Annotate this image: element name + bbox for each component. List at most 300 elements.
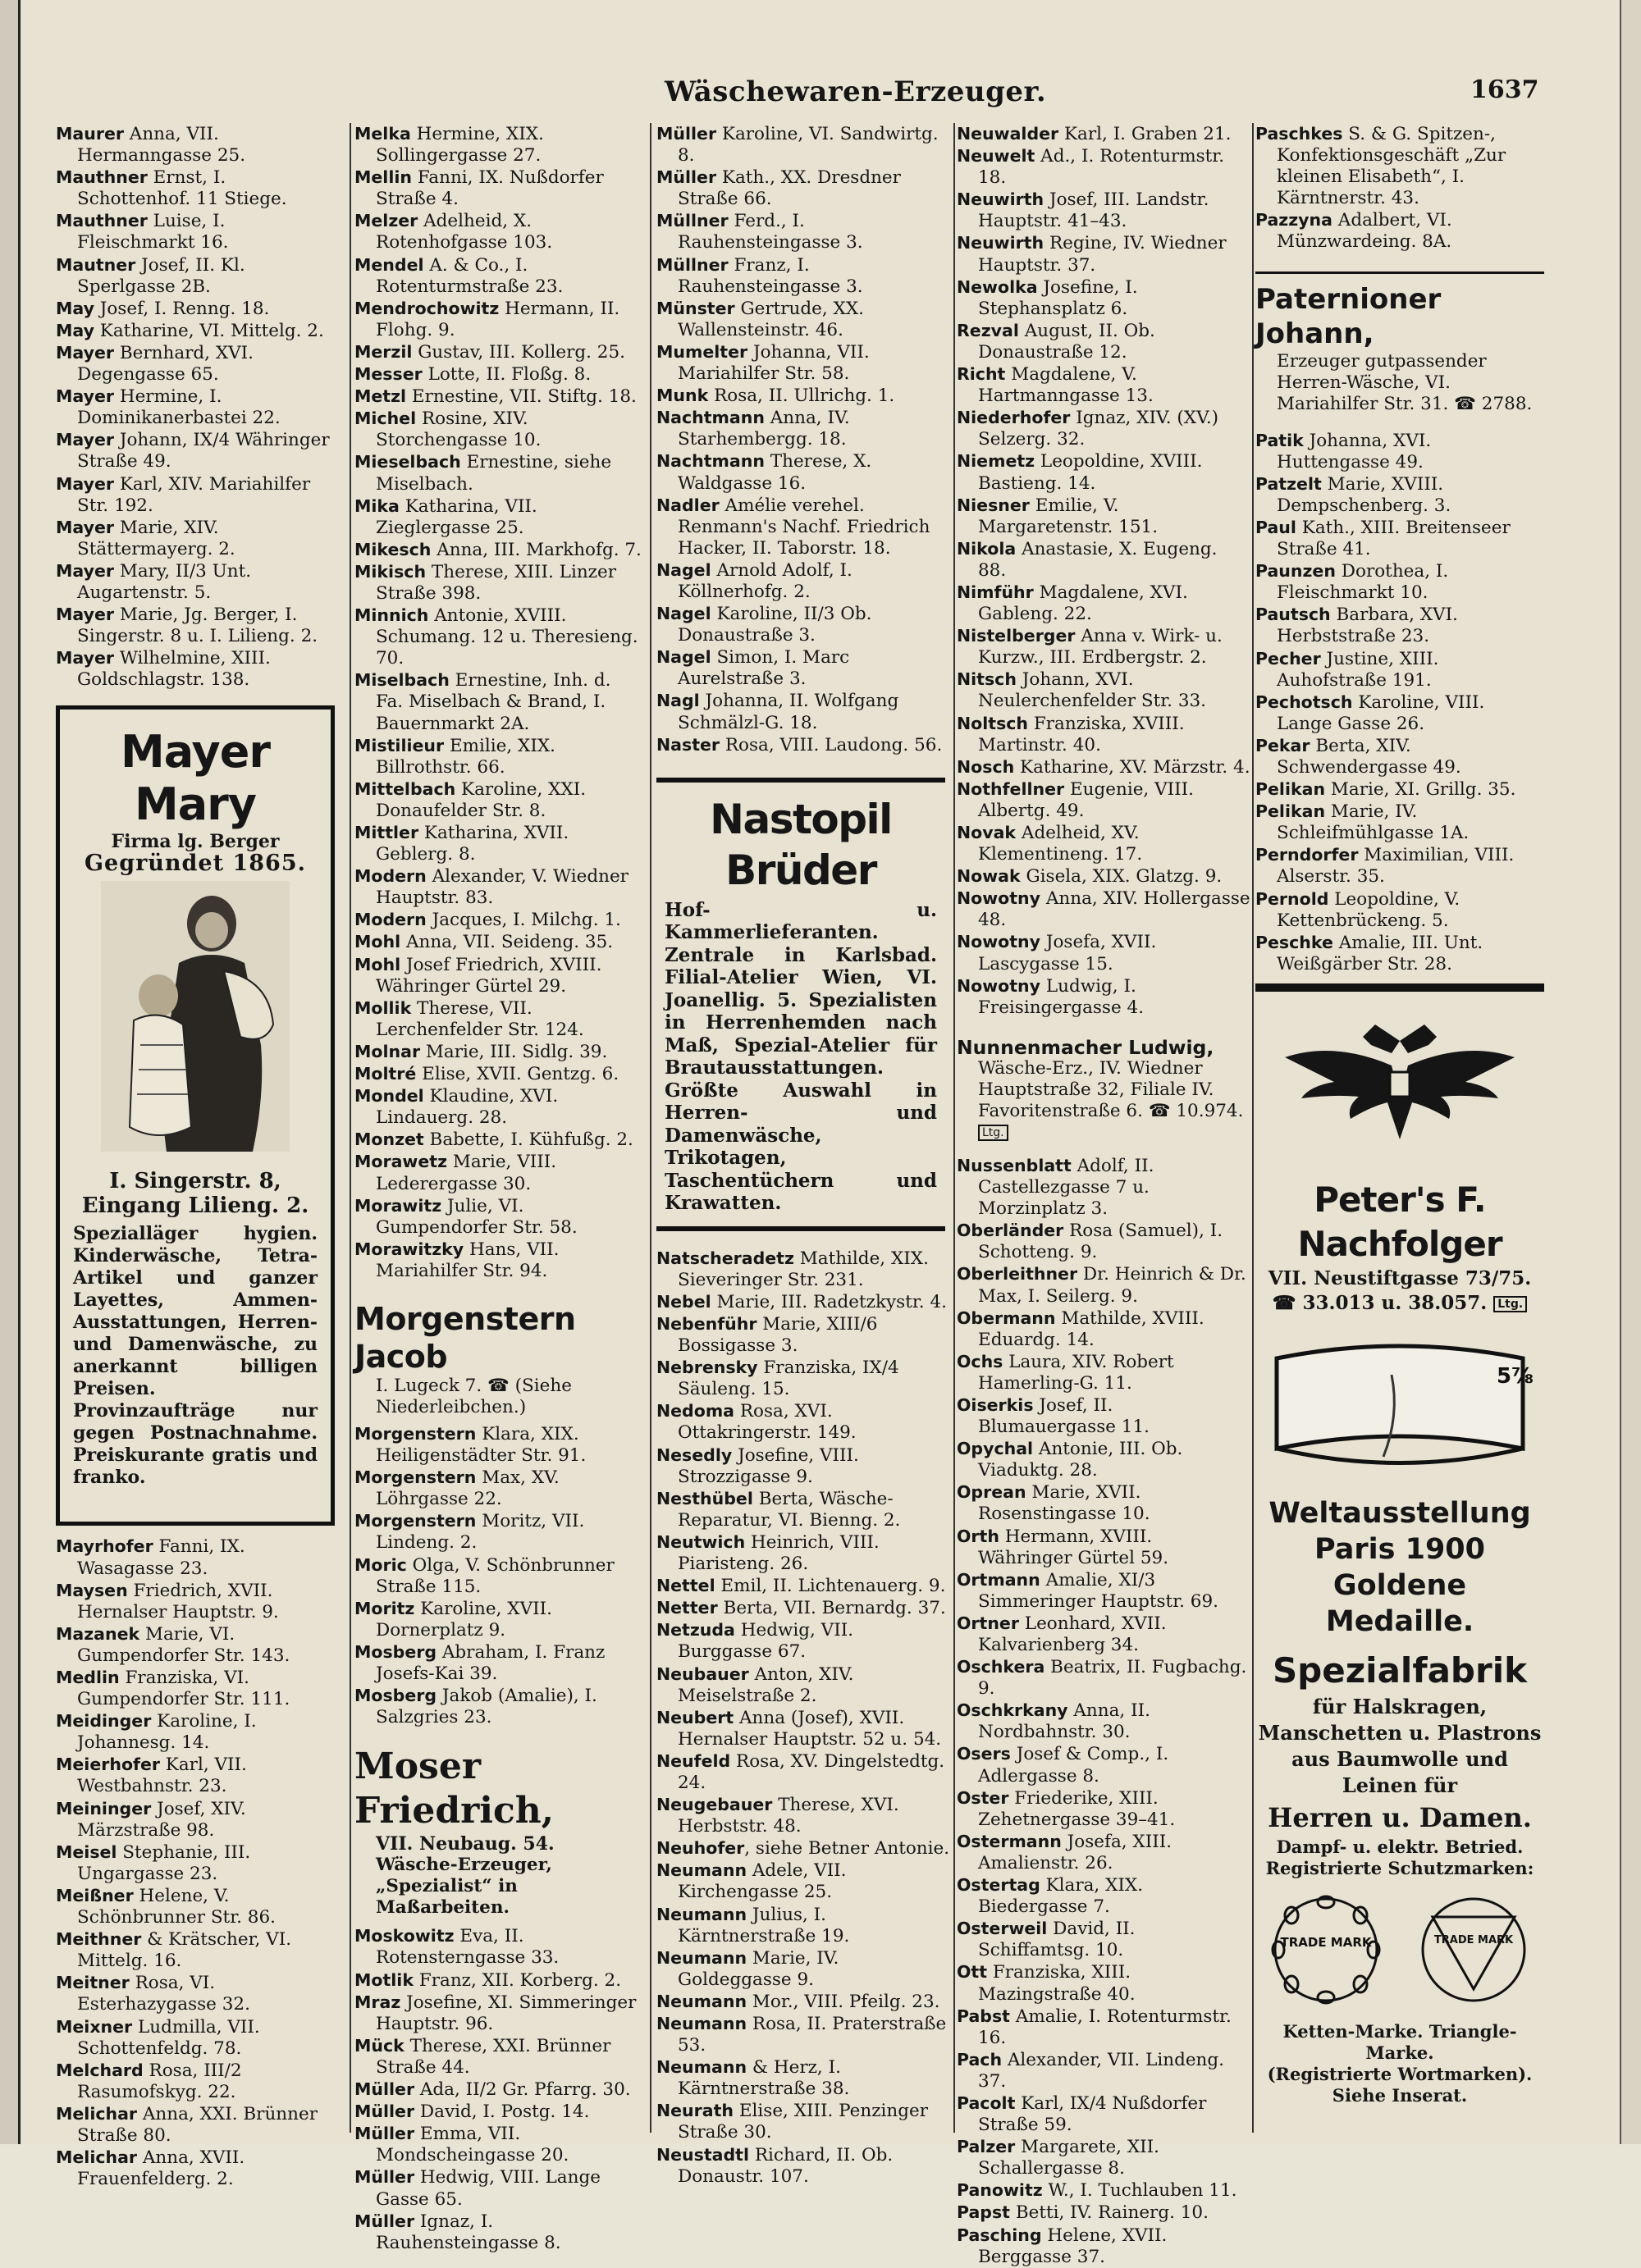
advert-text: I. Lugeck 7. ☎ (Siehe Niederleibchen.) xyxy=(376,1375,572,1417)
entry-details: Luise, I. Fleischmarkt 16. xyxy=(77,211,229,253)
directory-entry xyxy=(354,1129,643,1151)
directory-entry xyxy=(56,473,345,517)
entry-details: Karl, XIV. Mariahilfer Str. 192. xyxy=(77,473,311,516)
entry-details: Mary, II/3 Unt. Augartenstr. 5. xyxy=(77,560,252,603)
entry-details: Hans, VII. Mariahilfer Str. 94. xyxy=(376,1239,560,1281)
column-rule xyxy=(650,123,651,2133)
column-rule xyxy=(350,123,351,2133)
directory-entry xyxy=(354,1423,643,1467)
entry-surname: Neumann xyxy=(656,1860,747,1881)
advert-text: Hof- u. Kammerlieferanten. Zentrale in Karlsbad. Filial-Atelier Wien, VI. Joanellig. 5. Spezialisten in Herrenhemden nach Maß, Spezial-Atelier für Brautausstattungen. Größte Auswahl in Herren- und Damenwäsche, Trikotagen, Taschentüchern und Krawatten. xyxy=(665,898,937,1215)
entry-surname: Mayer xyxy=(56,517,114,537)
entry-surname: Melzer xyxy=(354,211,418,231)
entry-surname: Pekar xyxy=(1255,735,1310,755)
entry-surname: Neugebauer xyxy=(656,1795,773,1815)
entry-surname: Müller xyxy=(354,2124,415,2144)
directory-entry xyxy=(56,1972,345,2015)
entry-surname: Pechotsch xyxy=(1255,691,1353,712)
directory-entry xyxy=(656,2100,952,2143)
entry-surname: Oschkera xyxy=(957,1657,1045,1677)
entry-details: Franziska, IX/4 Säuleng. 15. xyxy=(678,1358,899,1400)
entry-details: Franziska, VI. Gumpendorfer Str. 111. xyxy=(77,1668,290,1710)
entry-details: Franz, I. Rauhensteingasse 3. xyxy=(678,254,863,297)
entry-surname: Neustadtl xyxy=(656,2144,749,2165)
entry-details: Josefine, I. Stephansplatz 6. xyxy=(978,276,1138,319)
double-eagle-icon xyxy=(1277,1008,1523,1139)
entry-surname: Obermann xyxy=(957,1307,1056,1328)
entry-details: Adalbert, VI. Münzwardeing. 8A. xyxy=(1277,210,1452,253)
directory-entry xyxy=(957,1394,1250,1438)
directory-entry xyxy=(56,320,345,342)
directory-entry xyxy=(957,1526,1250,1569)
entry-surname: Morawetz xyxy=(354,1152,448,1172)
entry-surname: Nowotny xyxy=(957,888,1041,909)
entry-details: Leonhard, XVII. Kalvarienberg 34. xyxy=(978,1613,1167,1655)
entry-surname: Neuwirth xyxy=(957,233,1044,253)
entry-surname: Melichar xyxy=(56,2103,138,2124)
directory-entry xyxy=(957,975,1250,1019)
directory-entry xyxy=(56,604,345,647)
directory-entry xyxy=(957,1831,1250,1874)
directory-entry xyxy=(354,408,643,451)
entry-surname: Osterweil xyxy=(957,1919,1048,1939)
entry-surname: Neufeld xyxy=(656,1750,731,1771)
directory-entry xyxy=(957,778,1250,822)
entry-details: Karl, IX/4 Nußdorfer Straße 59. xyxy=(978,2092,1207,2136)
directory-entry xyxy=(56,254,345,298)
directory-entry xyxy=(56,1754,345,1797)
entry-surname: Neuwelt xyxy=(957,146,1035,167)
entry-details: Rosa, VIII. Laudong. 56. xyxy=(720,734,943,755)
directory-entry xyxy=(1255,648,1544,691)
entry-details: Marie, XVII. Rosenstingasse 10. xyxy=(978,1482,1150,1525)
advert-name: Paternioner Johann, xyxy=(1255,282,1442,350)
entry-details: Marie, VIII. Lederergasse 30. xyxy=(376,1152,557,1194)
directory-entry xyxy=(656,2056,952,2100)
directory-entry xyxy=(656,1313,952,1357)
entry-surname: Mauthner xyxy=(56,211,148,231)
advert-expo-3: Goldene Medaille. xyxy=(1325,1569,1474,1639)
entry-surname: Patik xyxy=(1255,430,1304,450)
entry-details: Moritz, VII. Lindeng. 2. xyxy=(376,1511,585,1554)
entry-details: Berta, VII. Bernardg. 37. xyxy=(717,1598,946,1619)
directory-entry xyxy=(354,2079,643,2101)
advert-mayer-mary xyxy=(56,705,335,1526)
entry-surname: Mück xyxy=(354,2035,405,2056)
entry-surname: Nettel xyxy=(656,1576,715,1596)
entry-surname: Neumann xyxy=(656,2057,747,2078)
entry-surname: Messer xyxy=(354,364,423,385)
entry-details: Antonie, III. Ob. Viaduktg. 28. xyxy=(978,1439,1183,1481)
entry-surname: Meißner xyxy=(56,1885,134,1905)
entry-list xyxy=(354,123,643,1282)
directory-entry xyxy=(656,1991,952,2013)
entry-surname: Moric xyxy=(354,1554,407,1575)
entry-surname: Pautsch xyxy=(1255,605,1331,625)
entry-surname: Nagl xyxy=(656,691,700,711)
entry-surname: Nimführ xyxy=(957,582,1034,602)
entry-surname: Noltsch xyxy=(957,713,1029,733)
entry-list xyxy=(56,1536,345,2190)
directory-entry xyxy=(656,450,952,494)
entry-details: Johann, XVI. Neulerchenfelder Str. 33. xyxy=(978,669,1207,712)
entry-details: Anna, VII. Hermanngasse 25. xyxy=(77,124,246,167)
entry-surname: Niemetz xyxy=(957,451,1035,472)
directory-entry xyxy=(957,1700,1250,1743)
directory-entry xyxy=(656,1531,952,1575)
scan-edge-left xyxy=(0,0,21,2144)
directory-entry xyxy=(354,997,643,1041)
entry-surname: Paschkes xyxy=(1255,124,1343,144)
directory-entry xyxy=(957,1787,1250,1831)
entry-surname: Neuwirth xyxy=(957,189,1044,210)
entry-details: Emilie, XIX. Billrothstr. 66. xyxy=(376,735,556,778)
entry-surname: Mistilieur xyxy=(354,735,445,755)
directory-entry xyxy=(56,1667,345,1710)
entry-surname: Niederhofer xyxy=(957,408,1071,428)
entry-surname: Mikisch xyxy=(354,561,427,582)
entry-surname: Maurer xyxy=(56,124,124,144)
directory-entry xyxy=(957,1481,1250,1525)
directory-entry xyxy=(656,1860,952,1903)
entry-surname: May xyxy=(56,320,94,340)
directory-entry xyxy=(656,1575,952,1597)
directory-entry xyxy=(1255,560,1544,604)
entry-details: Rosa, III/2 Rasumofskyg. 22. xyxy=(77,2060,242,2102)
directory-entry xyxy=(957,2092,1250,2136)
entry-surname: Nowak xyxy=(957,866,1021,887)
entry-details: Hermann, II. Flohg. 9. xyxy=(376,298,620,340)
directory-entry xyxy=(354,1510,643,1554)
entry-details: David, II. Schiffamtsg. 10. xyxy=(978,1919,1136,1961)
entry-details: Karl, I. Graben 21. xyxy=(1058,124,1232,144)
entry-details: S. & G. Spitzen-, Konfektionsgeschäft „Zur kleinen Elisabeth“, I. Kärntnerstr. 43. xyxy=(1277,124,1506,209)
directory-entry xyxy=(354,1085,643,1129)
entry-surname: Nosch xyxy=(957,756,1015,777)
directory-entry xyxy=(957,1918,1250,1961)
entry-surname: Münster xyxy=(656,298,735,318)
entry-details: Abraham, I. Franz Josefs-Kai 39. xyxy=(376,1641,606,1684)
entry-details: Rosine, XIV. Storchengasse 10. xyxy=(376,408,542,451)
directory-entry xyxy=(354,210,643,253)
directory-entry xyxy=(354,386,643,408)
entry-details: Kath., XX. Dresdner Straße 66. xyxy=(678,167,901,210)
entry-surname: Mendrochowitz xyxy=(354,298,500,318)
directory-entry xyxy=(656,1597,952,1619)
entry-details: , siehe Betner Antonie. xyxy=(744,1838,950,1860)
entry-surname: Mazanek xyxy=(56,1623,140,1644)
directory-entry xyxy=(56,386,345,429)
entry-surname: Oiserkis xyxy=(957,1394,1034,1415)
entry-details: Jakob (Amalie), I. Salzgries 23. xyxy=(376,1686,597,1728)
entry-details: Mathilde, XIX. Sieveringer Str. 231. xyxy=(678,1248,929,1290)
entry-details: Franz, XII. Korberg. 2. xyxy=(413,1969,622,1991)
directory-entry xyxy=(957,1656,1250,1700)
entry-list xyxy=(1255,430,1544,975)
directory-entry xyxy=(656,341,952,385)
entry-surname: Oberleithner xyxy=(957,1264,1078,1285)
entry-surname: Moltré xyxy=(354,1064,417,1084)
entry-details: Amalie, XI/3 Simmeringer Hauptstr. 69. xyxy=(978,1569,1218,1612)
entry-surname: Neurath xyxy=(656,2101,734,2121)
entry-surname: Neumann xyxy=(656,1904,747,1924)
entry-surname: Neumann xyxy=(656,2014,747,2033)
entry-surname: Mayer xyxy=(56,473,114,494)
entry-details: Therese, XIII. Linzer Straße 398. xyxy=(376,561,617,604)
column-1 xyxy=(56,123,345,2190)
entry-surname: Neubauer xyxy=(656,1663,749,1684)
advert-description: für Halskragen, Manschetten u. Plastrons aus Baumwolle und Leinen für xyxy=(1258,1695,1542,1798)
directory-entry xyxy=(1255,932,1544,975)
entry-surname: Pecher xyxy=(1255,648,1321,669)
directory-entry xyxy=(1255,888,1544,932)
entry-details: Klaudine, XVI. Lindauerg. 28. xyxy=(376,1086,559,1129)
directory-entry xyxy=(656,495,952,559)
entry-details: Rosa, II. Praterstraße 53. xyxy=(678,2014,947,2056)
directory-entry xyxy=(656,210,952,253)
entry-details: Alexander, V. Wiedner Hauptstr. 83. xyxy=(376,866,629,909)
advert-paternioner xyxy=(1255,272,1544,415)
directory-entry xyxy=(354,2101,643,2123)
directory-entry xyxy=(957,145,1250,189)
entry-details: Leopoldine, XVIII. Bastieng. 14. xyxy=(978,451,1203,494)
entry-surname: Nitsch xyxy=(957,669,1017,690)
entry-list xyxy=(656,1248,952,2188)
entry-surname: Ostertag xyxy=(957,1875,1040,1896)
entry-surname: Ortner xyxy=(957,1613,1019,1633)
entry-details: Therese, XVI. Herbststr. 48. xyxy=(678,1795,899,1837)
directory-entry xyxy=(656,167,952,210)
entry-details: Beatrix, II. Fugbachg. 9. xyxy=(978,1657,1247,1700)
entry-surname: Peschke xyxy=(1255,932,1333,952)
directory-entry xyxy=(56,1798,345,1841)
directory-entry xyxy=(957,1351,1250,1394)
entry-surname: Ostermann xyxy=(957,1831,1062,1851)
entry-surname: Pelikan xyxy=(1255,801,1326,822)
entry-surname: Nagel xyxy=(656,647,711,668)
entry-details: Josef, XIV. Märzstraße 98. xyxy=(77,1798,246,1841)
entry-details: Berta, Wäsche-Reparatur, VI. Bienng. 2. xyxy=(678,1488,901,1531)
entry-surname: Molnar xyxy=(354,1041,421,1061)
column-rule xyxy=(1252,123,1254,2133)
directory-entry xyxy=(354,735,643,778)
entry-details: Regine, IV. Wiedner Hauptstr. 37. xyxy=(978,233,1227,276)
entry-surname: Nowotny xyxy=(957,932,1041,952)
directory-entry xyxy=(354,1239,643,1282)
directory-entry xyxy=(1255,123,1544,209)
directory-entry xyxy=(957,1961,1250,2005)
entry-details: Arnold Adolf, I. Köllnerhofg. 2. xyxy=(678,559,852,602)
directory-entry xyxy=(656,559,952,603)
directory-entry xyxy=(656,690,952,733)
entry-details: Rosa, II. Ullrichg. 1. xyxy=(708,386,895,407)
entry-surname: Mittler xyxy=(354,823,419,842)
entry-surname: Mayer xyxy=(56,648,114,669)
entry-surname: Pazzyna xyxy=(1255,210,1332,230)
entry-details: Max, XV. Löhrgasse 22. xyxy=(376,1467,560,1510)
entry-surname: Neuhofer xyxy=(656,1838,745,1859)
entry-surname: Maysen xyxy=(56,1580,128,1600)
directory-entry xyxy=(354,1992,643,2035)
advert-expo-1: Weltausstellung xyxy=(1268,1497,1531,1531)
entry-surname: Munk xyxy=(656,386,709,406)
directory-entry xyxy=(354,1151,643,1194)
directory-entry xyxy=(1255,778,1544,801)
page-title: Wäschewaren-Erzeuger. xyxy=(665,75,1047,108)
directory-entry xyxy=(656,1444,952,1488)
entry-surname: Nebenführ xyxy=(656,1314,757,1334)
entry-details: Laura, XIV. Robert Hamerling-G. 11. xyxy=(978,1351,1174,1394)
entry-details: Katharine, XV. Märzstr. 4. xyxy=(1014,756,1250,778)
advert-nastopil xyxy=(656,778,945,1231)
entry-details: Anastasie, X. Eugeng. 88. xyxy=(978,538,1218,581)
advert-specialty: Spezialfabrik xyxy=(1272,1650,1528,1691)
directory-entry xyxy=(56,1536,345,1579)
entry-details: Hermann, XVIII. Währinger Gürtel 59. xyxy=(978,1526,1169,1568)
entry-surname: Netzuda xyxy=(656,1620,735,1641)
entry-surname: Metzl xyxy=(354,386,407,407)
entry-surname: Medlin xyxy=(56,1668,120,1687)
entry-surname: Nedoma xyxy=(656,1401,735,1421)
entry-details: Eugenie, VIII. Albertg. 49. xyxy=(978,778,1194,821)
entry-list xyxy=(957,1155,1250,2268)
entry-surname: Patzelt xyxy=(1255,473,1322,494)
directory-entry xyxy=(656,1619,952,1663)
entry-surname: Mautner xyxy=(56,254,136,275)
entry-details: Dorothea, I. Fleischmarkt 10. xyxy=(1277,561,1449,604)
entry-details: Marie, III. Sidlg. 39. xyxy=(420,1041,608,1062)
entry-details: Fanni, IX. Nußdorfer Straße 4. xyxy=(376,167,604,210)
entry-list xyxy=(354,1423,643,1728)
directory-entry xyxy=(56,429,345,472)
directory-entry xyxy=(957,232,1250,276)
entry-details: Elise, XVII. Gentzg. 6. xyxy=(416,1064,619,1085)
entry-details: Olga, V. Schönbrunner Straße 115. xyxy=(376,1554,615,1597)
entry-details: Ernst, I. Schottenhof. 11 Stiege. xyxy=(77,167,287,210)
directory-entry xyxy=(354,363,643,386)
entry-details: Therese, XXI. Brünner Straße 44. xyxy=(376,2035,611,2078)
entry-details: Marie, XIV. Stättermayerg. 2. xyxy=(77,517,235,559)
entry-surname: Michel xyxy=(354,408,417,429)
directory-entry xyxy=(957,625,1250,669)
entry-surname: Melchard xyxy=(56,2060,144,2080)
entry-details: Ad., I. Rotenturmstr. 18. xyxy=(978,146,1225,189)
directory-entry xyxy=(656,123,952,167)
entry-surname: Ochs xyxy=(957,1351,1003,1371)
entry-details: Richard, II. Ob. Donaustr. 107. xyxy=(678,2144,894,2187)
entry-details: Josef, II. Kl. Sperlgasse 2B. xyxy=(77,254,245,297)
entry-details: Rosa (Samuel), I. Schotteng. 9. xyxy=(978,1221,1223,1263)
directory-entry xyxy=(354,451,643,495)
advert-address: I. Singerstr. 8, Eingang Lilieng. 2. xyxy=(81,1168,309,1218)
directory-entry xyxy=(957,1263,1250,1307)
advert-firm: Firma lg. Berger xyxy=(111,831,280,853)
trademark-label: TRADE MARK xyxy=(1433,1934,1514,1947)
directory-entry xyxy=(354,254,643,298)
column-3 xyxy=(656,123,952,2188)
directory-entry xyxy=(354,2123,643,2166)
entry-surname: Müller xyxy=(354,2101,415,2122)
entry-surname: Nesthübel xyxy=(656,1488,753,1508)
entry-details: Franziska, XIII. Mazingstraße 40. xyxy=(978,1962,1136,2005)
entry-list xyxy=(957,123,1250,1019)
entry-surname: Naster xyxy=(656,734,720,755)
directory-entry xyxy=(56,167,345,210)
entry-surname: Ott xyxy=(957,1962,988,1983)
advert-phone: ☎ 33.013 u. 38.057. xyxy=(1272,1292,1488,1314)
directory-entry xyxy=(957,538,1250,582)
directory-entry xyxy=(656,1248,952,1291)
entry-details: Rosa, VI. Esterhazygasse 32. xyxy=(77,1973,250,2015)
entry-details: Emil, II. Lichtenauerg. 9. xyxy=(715,1576,946,1597)
directory-entry xyxy=(957,450,1250,494)
entry-surname: Pach xyxy=(957,2049,1003,2069)
entry-details: Ludmilla, VII. Schottenfeldg. 78. xyxy=(77,2016,260,2059)
entry-details: Josef, II. Blumauergasse 11. xyxy=(978,1394,1150,1438)
advert-name: Peter's F. Nachfolger xyxy=(1297,1180,1502,1264)
entry-surname: Mauthner xyxy=(56,167,148,188)
entry-surname: Meisel xyxy=(56,1841,117,1862)
entry-details: Anna, XXI. Brünner Straße 80. xyxy=(77,2103,318,2146)
trademark-label: TRADE MARK xyxy=(1280,1935,1372,1951)
entry-details: Marie, IV. Goldeggasse 9. xyxy=(678,1947,839,1990)
directory-entry xyxy=(957,931,1250,974)
directory-entry xyxy=(354,954,643,997)
directory-entry xyxy=(354,2166,643,2210)
entry-details: Marie, XIII/6 Bossigasse 3. xyxy=(678,1314,878,1357)
advert-audience: Herren u. Damen. xyxy=(1268,1802,1532,1834)
advert-name: Moser Friedrich, xyxy=(354,1745,555,1832)
entry-details: Therese, X. Waldgasse 16. xyxy=(678,451,872,494)
advert-text-wrap xyxy=(957,1058,1250,1143)
directory-entry xyxy=(354,1554,643,1598)
entry-details: Lotte, II. Floßg. 8. xyxy=(422,364,592,386)
entry-surname: Müller xyxy=(354,2167,415,2188)
entry-details: Katharine, VI. Mittelg. 2. xyxy=(94,320,324,341)
directory-entry xyxy=(56,2016,345,2060)
entry-details: Ada, II/2 Gr. Pfarrg. 30. xyxy=(414,2079,631,2101)
directory-entry xyxy=(957,2006,1250,2049)
entry-surname: Nachtmann xyxy=(656,408,765,428)
entry-surname: Neuwalder xyxy=(957,124,1059,144)
entry-surname: Palzer xyxy=(957,2137,1016,2157)
entry-surname: Nistelberger xyxy=(957,626,1076,646)
entry-surname: Rezval xyxy=(957,320,1019,340)
entry-details: Josefa, XIII. Amalienstr. 26. xyxy=(978,1831,1172,1873)
entry-details: Helene, XVII. Berggasse 37. xyxy=(978,2225,1168,2267)
entry-surname: Melichar xyxy=(56,2147,138,2168)
entry-list xyxy=(354,1925,643,2253)
directory-entry xyxy=(354,778,643,822)
directory-entry xyxy=(56,298,345,320)
entry-surname: Mendel xyxy=(354,254,424,275)
entry-details: Amélie verehel. Renmann's Nachf. Friedrich Hacker, II. Taborstr. 18. xyxy=(678,495,930,559)
entry-surname: Müllner xyxy=(656,211,729,231)
directory-entry xyxy=(354,931,643,953)
directory-entry xyxy=(957,320,1250,363)
directory-entry xyxy=(56,1710,345,1754)
directory-entry xyxy=(656,407,952,450)
directory-entry xyxy=(957,865,1250,888)
advert-morgenstern xyxy=(354,1300,643,1418)
entry-surname: Mieselbach xyxy=(354,452,461,472)
entry-details: Mathilde, XVIII. Eduardg. 14. xyxy=(978,1307,1204,1350)
entry-surname: Papst xyxy=(957,2202,1010,2223)
entry-details: Anna, XIV. Hollergasse 48. xyxy=(978,888,1250,931)
entry-surname: Mittelbach xyxy=(354,778,456,799)
advert-name: Mayer Mary xyxy=(121,726,270,831)
entry-details: Amalie, III. Unt. Weißgärber Str. 28. xyxy=(1277,932,1483,974)
